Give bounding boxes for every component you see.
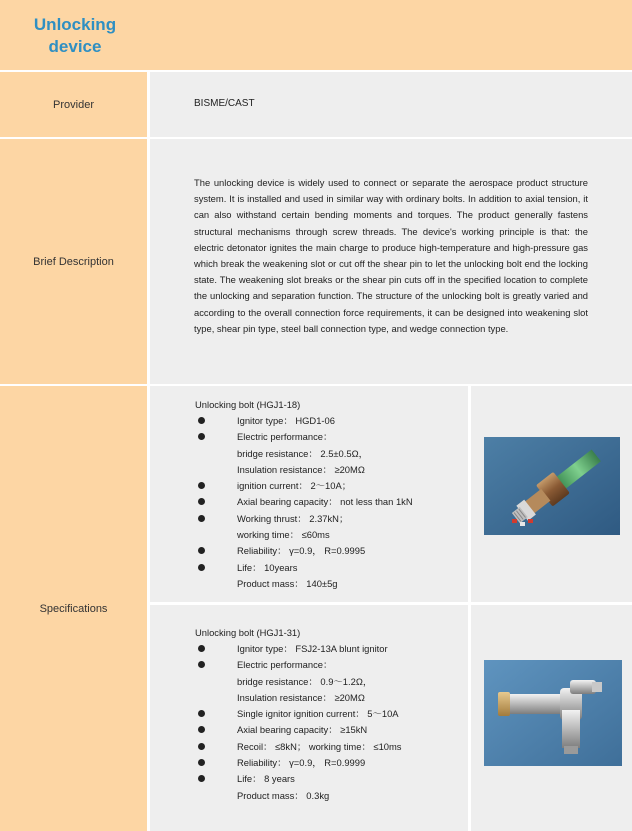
bullet-icon	[198, 726, 205, 733]
brief-label-cell	[0, 139, 147, 384]
bullet-icon	[198, 743, 205, 750]
spec-row: Electric performance：	[195, 429, 413, 445]
bullet-icon	[198, 645, 205, 652]
spec-row: Life： 8 years	[195, 771, 402, 787]
product-1-specs-cell	[150, 386, 468, 602]
bullet-icon	[198, 482, 205, 489]
spec-row: working time： ≤60ms	[237, 529, 330, 541]
page-title: Unlocking device	[33, 15, 117, 56]
spec-row: Working thrust： 2.37kN；	[195, 511, 413, 527]
bullet-icon	[198, 515, 205, 522]
specifications-label-cell	[0, 386, 147, 831]
spec-row: Ignitor type： FSJ2-13A blunt ignitor	[195, 641, 402, 657]
spec-row: Insulation resistance： ≥20MΩ	[237, 691, 365, 703]
product-2-spec-list	[195, 625, 402, 804]
unlocking-bolt-hgj1-18-photo	[484, 437, 620, 535]
bullet-icon	[198, 498, 205, 505]
spec-row: Axial bearing capacity： ≥15kN	[195, 722, 402, 738]
bullet-icon	[198, 661, 205, 668]
bullet-icon	[198, 775, 205, 782]
bullet-icon	[198, 417, 205, 424]
title-cell	[0, 0, 632, 70]
spec-row: Life： 10years	[195, 560, 413, 576]
spec-row: Electric performance：	[195, 657, 402, 673]
spec-row: bridge resistance： 2.5±0.5Ω，	[237, 447, 368, 459]
product-1-photo-cell	[471, 386, 632, 602]
bullet-icon	[198, 759, 205, 766]
spec-row: Ignitor type： HGD1-06	[195, 413, 413, 429]
brief-description-text: The unlocking device is widely used to connect or separate the aerospace product structure system. It is installed and used in similar way with ordinary bolts. In addition to axial tension, it can also withstand certain bending moments and torques. The product generally fastens structural mechanisms through screw threads. The device's working principle is that: the electric detonator ignites the main charge to produce high-temperature and high-pressure gas which break the weakening slot or cut off the shear pin to let the unlocking bolt end the locking state. The weakening slot breaks or the shear pin cuts off in the specified location to complete the unlocking and separation function. The structure of the unlocking bolt is greatly varied and according to the overall connection force requirements, it can be designed into weakening slot type, shear pin type, steel ball connection type, and wedge connection type.	[194, 177, 588, 334]
bullet-icon	[198, 710, 205, 717]
product-2-specs-cell	[150, 605, 468, 831]
bullet-icon	[198, 433, 205, 440]
brief-label: Brief Description	[33, 255, 114, 268]
bullet-icon	[198, 564, 205, 571]
spec-row: ignition current： 2～10A；	[195, 478, 413, 494]
brief-text-cell	[150, 139, 632, 384]
unlocking-bolt-hgj1-31-photo	[484, 660, 622, 766]
spec-row: Reliability： γ=0.9， R=0.9999	[195, 755, 402, 771]
provider-value: BISME/CAST	[194, 98, 255, 109]
provider-label: Provider	[53, 98, 94, 111]
spec-row: Product mass： 140±5g	[237, 577, 338, 589]
product-2-name: Unlocking bolt (HGJ1-31)	[195, 627, 301, 638]
spec-row: Axial bearing capacity： not less than 1kN	[195, 494, 413, 510]
spec-row: Insulation resistance： ≥20MΩ	[237, 463, 365, 475]
specifications-label: Specifications	[39, 602, 108, 615]
bullet-icon	[198, 547, 205, 554]
product-2-photo-cell	[471, 605, 632, 831]
spec-row: bridge resistance： 0.9～1.2Ω，	[237, 675, 373, 687]
spec-row: Single ignitor ignition current： 5～10A	[195, 706, 402, 722]
provider-label-cell	[0, 72, 147, 137]
spec-row: Product mass： 0.3kg	[237, 789, 330, 801]
provider-value-cell	[150, 72, 632, 137]
spec-row: Reliability： γ=0.9， R=0.9995	[195, 543, 413, 559]
spec-row: Recoil： ≤8kN； working time： ≤10ms	[195, 739, 402, 755]
product-1-spec-list	[195, 397, 413, 592]
product-1-name: Unlocking bolt (HGJ1-18)	[195, 399, 301, 410]
